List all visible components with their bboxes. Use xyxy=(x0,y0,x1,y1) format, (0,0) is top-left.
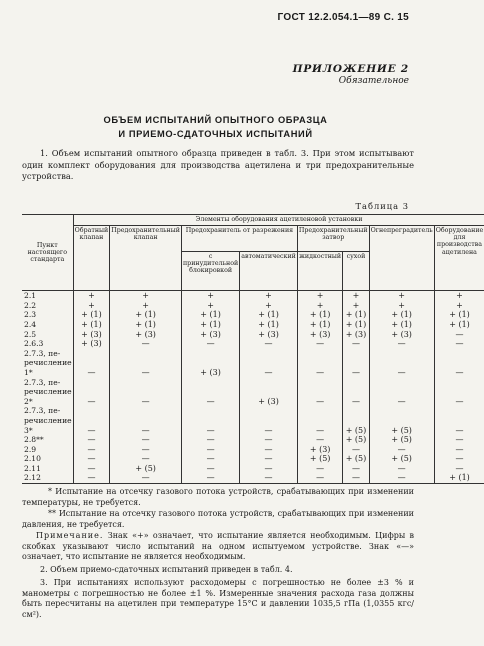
table-cell xyxy=(240,349,298,359)
table-cell: + (3) xyxy=(240,397,298,407)
table-cell: + (3) xyxy=(73,329,110,339)
row-item-cell: 2.11 xyxy=(24,463,41,473)
table-row xyxy=(22,425,484,435)
table-cell xyxy=(434,406,484,416)
table-cell: — xyxy=(434,425,484,435)
table-caption: Таблица 3 xyxy=(355,201,409,211)
row-item-cell: 2.6.3 xyxy=(24,339,44,349)
table-cell: — xyxy=(73,445,110,455)
table-cell xyxy=(240,416,298,426)
table-cell: + (3) xyxy=(181,368,239,378)
table-cell xyxy=(181,416,239,426)
table-cell: + (5) xyxy=(369,435,434,445)
table-cell: — xyxy=(110,368,182,378)
table-cell xyxy=(181,358,239,368)
section-title-line1: ОБЪЕМ ИСПЫТАНИЙ ОПЫТНОГО ОБРАЗЦА xyxy=(103,115,328,125)
table-cell: — xyxy=(434,435,484,445)
table-cell xyxy=(297,377,343,387)
table-cell: — xyxy=(240,454,298,464)
table-cell: + xyxy=(73,301,110,311)
table-cell: — xyxy=(181,339,239,349)
table-cell xyxy=(297,349,343,359)
note-lead: Примечание. xyxy=(36,531,104,540)
table-cell: — xyxy=(297,473,343,483)
table-cell xyxy=(343,387,369,397)
table-cell: — xyxy=(434,445,484,455)
table-cell: — xyxy=(181,473,239,483)
header-liquid: жидкостный xyxy=(297,252,343,291)
table-cell xyxy=(434,387,484,397)
table-cell: — xyxy=(240,368,298,378)
table-cell: — xyxy=(297,368,343,378)
paragraph-3: 3. При испытаниях используют расходомеры с погрешностью не более ±3 % и манометры с погрешностью не более ±1 %. Измеренные значения расхода газа должны быть пересчитаны на ацетилен при температуре 15°С и давлении 1035,5 гПа (1,0355 кгс/см²). xyxy=(22,578,414,619)
section-title xyxy=(0,113,431,141)
table-cell: + (1) xyxy=(73,310,110,320)
appendix-subtitle: Обязательное xyxy=(338,76,409,86)
row-item-cell: 2.2 xyxy=(24,300,37,310)
table-cell: — xyxy=(343,473,369,483)
table-cell: + (1) xyxy=(297,320,343,330)
table-cell xyxy=(110,349,182,359)
table-cell: + (1) xyxy=(240,320,298,330)
table-cell: + (5) xyxy=(343,425,369,435)
table-body xyxy=(22,291,484,484)
table-cell xyxy=(110,387,182,397)
header-acetylene-equipment: Оборудование для производства ацетилена xyxy=(434,226,484,291)
table-cell xyxy=(110,377,182,387)
table-row xyxy=(22,406,484,416)
table-cell: — xyxy=(369,339,434,349)
row-item-cell: 2.9 xyxy=(24,444,37,454)
table-cell: — xyxy=(181,425,239,435)
table-cell: — xyxy=(181,445,239,455)
table-cell: + (3) xyxy=(181,329,239,339)
table-cell: + (1) xyxy=(434,320,484,330)
section-title-line2: И ПРИЕМО-СДАТОЧНЫХ ИСПЫТАНИЙ xyxy=(118,129,313,139)
table-cell: — xyxy=(73,464,110,474)
table-cell: + (5) xyxy=(110,464,182,474)
table-row xyxy=(22,339,484,349)
table-cell: — xyxy=(73,425,110,435)
table-row xyxy=(22,445,484,455)
table-row xyxy=(22,349,484,359)
table-cell: — xyxy=(240,473,298,483)
table-cell: + (1) xyxy=(434,310,484,320)
table-cell: + (1) xyxy=(181,310,239,320)
header-automatic: автоматический xyxy=(240,252,298,291)
table-cell: — xyxy=(240,425,298,435)
table-cell xyxy=(343,358,369,368)
table-cell xyxy=(240,406,298,416)
table-cell: + (1) xyxy=(240,310,298,320)
table-cell xyxy=(181,406,239,416)
table-cell: — xyxy=(369,464,434,474)
table-cell: + xyxy=(434,301,484,311)
table-cell xyxy=(434,416,484,426)
appendix-title: ПРИЛОЖЕНИЕ 2 xyxy=(292,63,409,75)
table-cell: + xyxy=(110,291,182,301)
table-cell xyxy=(73,406,110,416)
table-row xyxy=(22,310,484,320)
table-cell xyxy=(73,416,110,426)
table-cell: + (5) xyxy=(369,425,434,435)
table-cell xyxy=(240,377,298,387)
paragraph-2: 2. Объем приемо-сдаточных испытаний приведен в табл. 4. xyxy=(40,565,293,574)
row-item-cell: 3* xyxy=(24,425,33,435)
table-cell xyxy=(181,377,239,387)
table-cell: + (5) xyxy=(297,454,343,464)
table-cell: + xyxy=(369,291,434,301)
table-cell: — xyxy=(369,397,434,407)
table-row xyxy=(22,464,484,474)
row-item-cell: 2* xyxy=(24,396,33,406)
table-cell: + (5) xyxy=(343,454,369,464)
table-cell xyxy=(240,387,298,397)
table-cell: + xyxy=(297,301,343,311)
table-cell: + (1) xyxy=(73,320,110,330)
table-cell: + xyxy=(343,301,369,311)
table-cell: — xyxy=(110,397,182,407)
table-cell: + (1) xyxy=(181,320,239,330)
table-cell: — xyxy=(297,464,343,474)
footnote-2: ** Испытание на отсечку газового потока устройств, срабатывающих при изменении давления, не требуется. xyxy=(22,509,414,529)
table-cell: — xyxy=(110,339,182,349)
row-item-cell: 2.7.3, пе- xyxy=(24,377,61,387)
table-row xyxy=(22,473,484,483)
table-cell: — xyxy=(240,464,298,474)
header-group: Элементы оборудования ацетиленовой установки xyxy=(73,215,484,226)
table-cell: + (3) xyxy=(369,329,434,339)
table-cell: + (1) xyxy=(369,310,434,320)
row-item-cell: 2.8** xyxy=(24,435,44,445)
page-header: ГОСТ 12.2.054.1—89 С. 15 xyxy=(277,12,409,23)
table-row xyxy=(22,291,484,301)
table-cell xyxy=(181,349,239,359)
table-cell: — xyxy=(343,464,369,474)
table-row xyxy=(22,329,484,339)
table-row xyxy=(22,368,484,378)
table-cell xyxy=(240,358,298,368)
table-cell: — xyxy=(297,425,343,435)
header-safety-seal: Предохранительный затвор xyxy=(297,226,369,252)
table-cell xyxy=(434,358,484,368)
table-cell xyxy=(297,387,343,397)
table-cell xyxy=(343,349,369,359)
table-cell: — xyxy=(181,435,239,445)
table-row xyxy=(22,416,484,426)
table-cell: + xyxy=(73,291,110,301)
row-item-cell: речисление xyxy=(24,387,72,397)
table-cell: — xyxy=(369,445,434,455)
table-cell xyxy=(369,416,434,426)
table-cell: + xyxy=(110,301,182,311)
table-cell: + (1) xyxy=(297,310,343,320)
paragraph-1: 1. Объем испытаний опытного образца приведен в табл. 3. При этом испытывают один комплект оборудования для производства ацетилена и три предохранительные устройства. xyxy=(22,148,414,181)
table-cell: + (3) xyxy=(240,329,298,339)
table-cell xyxy=(110,406,182,416)
table-cell: — xyxy=(240,445,298,455)
table-row xyxy=(22,397,484,407)
table-cell: + (5) xyxy=(343,435,369,445)
table-cell xyxy=(73,349,110,359)
table-cell: — xyxy=(73,454,110,464)
row-item-cell: 1* xyxy=(24,367,33,377)
table-cell: — xyxy=(343,445,369,455)
table-cell xyxy=(73,358,110,368)
table-cell: — xyxy=(343,397,369,407)
table-cell: + (3) xyxy=(343,329,369,339)
table-cell xyxy=(434,377,484,387)
header-dry: сухой xyxy=(343,252,369,291)
table-cell: + xyxy=(181,301,239,311)
table-cell: — xyxy=(110,445,182,455)
header-flame-arrester: Огнепреградитель xyxy=(369,226,434,291)
table-cell xyxy=(343,406,369,416)
table-row xyxy=(22,454,484,464)
table-cell: — xyxy=(181,454,239,464)
table-cell: + (3) xyxy=(297,445,343,455)
table-cell xyxy=(73,387,110,397)
table-cell xyxy=(110,358,182,368)
table-cell xyxy=(297,358,343,368)
table-cell: — xyxy=(73,368,110,378)
table-cell xyxy=(369,349,434,359)
table-cell: — xyxy=(240,339,298,349)
table-cell: + (1) xyxy=(110,320,182,330)
table-cell: — xyxy=(343,368,369,378)
table-cell: + (1) xyxy=(434,473,484,483)
table-cell xyxy=(434,349,484,359)
header-forced-lock: с принудительной блокировкой xyxy=(181,252,239,291)
row-item-cell: 2.10 xyxy=(24,454,41,464)
table-cell: + (1) xyxy=(369,320,434,330)
table-cell: + xyxy=(240,291,298,301)
table-cell: — xyxy=(434,368,484,378)
table-cell: — xyxy=(110,425,182,435)
table-row xyxy=(22,358,484,368)
table-cell: — xyxy=(434,397,484,407)
table-cell: + (1) xyxy=(110,310,182,320)
table-cell: — xyxy=(297,339,343,349)
footnote-1: * Испытание на отсечку газового потока устройств, срабатывающих при изменении температуры, не требуется. xyxy=(22,487,414,507)
row-item-cell: 2.7.3, пе- xyxy=(24,348,61,358)
table-row xyxy=(22,301,484,311)
table-cell xyxy=(343,416,369,426)
header-safety-valve: Предохранительный клапан xyxy=(110,226,182,291)
row-item-cell: 2.12 xyxy=(22,473,73,483)
table-cell: — xyxy=(343,339,369,349)
table-cell: — xyxy=(369,473,434,483)
table-cell: — xyxy=(434,454,484,464)
row-item-cell: 2.7.3, пе- xyxy=(24,406,61,416)
table-cell xyxy=(110,416,182,426)
table-cell xyxy=(369,377,434,387)
table-cell: — xyxy=(181,397,239,407)
header-check-valve: Обратный клапан xyxy=(73,226,110,291)
table-cell: + xyxy=(434,291,484,301)
footnote-note xyxy=(22,531,414,563)
table-cell xyxy=(343,377,369,387)
table-cell: — xyxy=(110,435,182,445)
table-row xyxy=(22,435,484,445)
table-cell xyxy=(181,387,239,397)
table-cell xyxy=(297,406,343,416)
table-cell: — xyxy=(240,435,298,445)
table-cell: — xyxy=(110,454,182,464)
table-cell: — xyxy=(110,473,182,483)
table-cell: + xyxy=(181,291,239,301)
table-cell xyxy=(369,358,434,368)
table-cell: — xyxy=(73,473,110,483)
row-item-cell: 2.1 xyxy=(24,291,37,301)
table-cell: + xyxy=(343,291,369,301)
row-item-cell: 2.4 xyxy=(24,319,37,329)
table-cell: — xyxy=(73,435,110,445)
table-cell xyxy=(369,406,434,416)
table-cell: — xyxy=(297,397,343,407)
table-cell: + (1) xyxy=(343,310,369,320)
table-cell: + xyxy=(240,301,298,311)
table-cell: — xyxy=(297,435,343,445)
table-cell: + xyxy=(369,301,434,311)
row-item-cell: 2.3 xyxy=(24,310,37,320)
appendix-label xyxy=(293,63,409,86)
table-cell: + (1) xyxy=(343,320,369,330)
table-cell: — xyxy=(434,329,484,339)
table-cell: + xyxy=(297,291,343,301)
table-row xyxy=(22,320,484,330)
row-item-cell: речисление xyxy=(24,415,72,425)
row-item-cell: речисление xyxy=(24,358,72,368)
test-scope-table xyxy=(22,214,484,484)
table-cell: — xyxy=(73,397,110,407)
table-cell: — xyxy=(369,368,434,378)
table-cell: + (5) xyxy=(369,454,434,464)
header-vacuum-protector: Предохранитель от разрежения xyxy=(181,226,297,252)
table-cell: — xyxy=(434,339,484,349)
table-cell xyxy=(297,416,343,426)
note-text: Знак «+» означает, что испытание является необходимым. Цифры в скобках указывают число испытаний на одном испытуемом устройстве. Знак «—» означает, что испытание не является необходимым. xyxy=(22,531,414,562)
table-row xyxy=(22,387,484,397)
header-item: Пункт настоящего стандарта xyxy=(22,215,73,291)
table-cell: + (3) xyxy=(297,329,343,339)
row-item-cell: 2.5 xyxy=(24,329,37,339)
table-cell xyxy=(369,387,434,397)
table-cell: — xyxy=(434,464,484,474)
table-cell xyxy=(73,377,110,387)
table-cell: — xyxy=(181,464,239,474)
table-cell: + (3) xyxy=(110,329,182,339)
table-cell: + (3) xyxy=(73,339,110,349)
table-row xyxy=(22,377,484,387)
